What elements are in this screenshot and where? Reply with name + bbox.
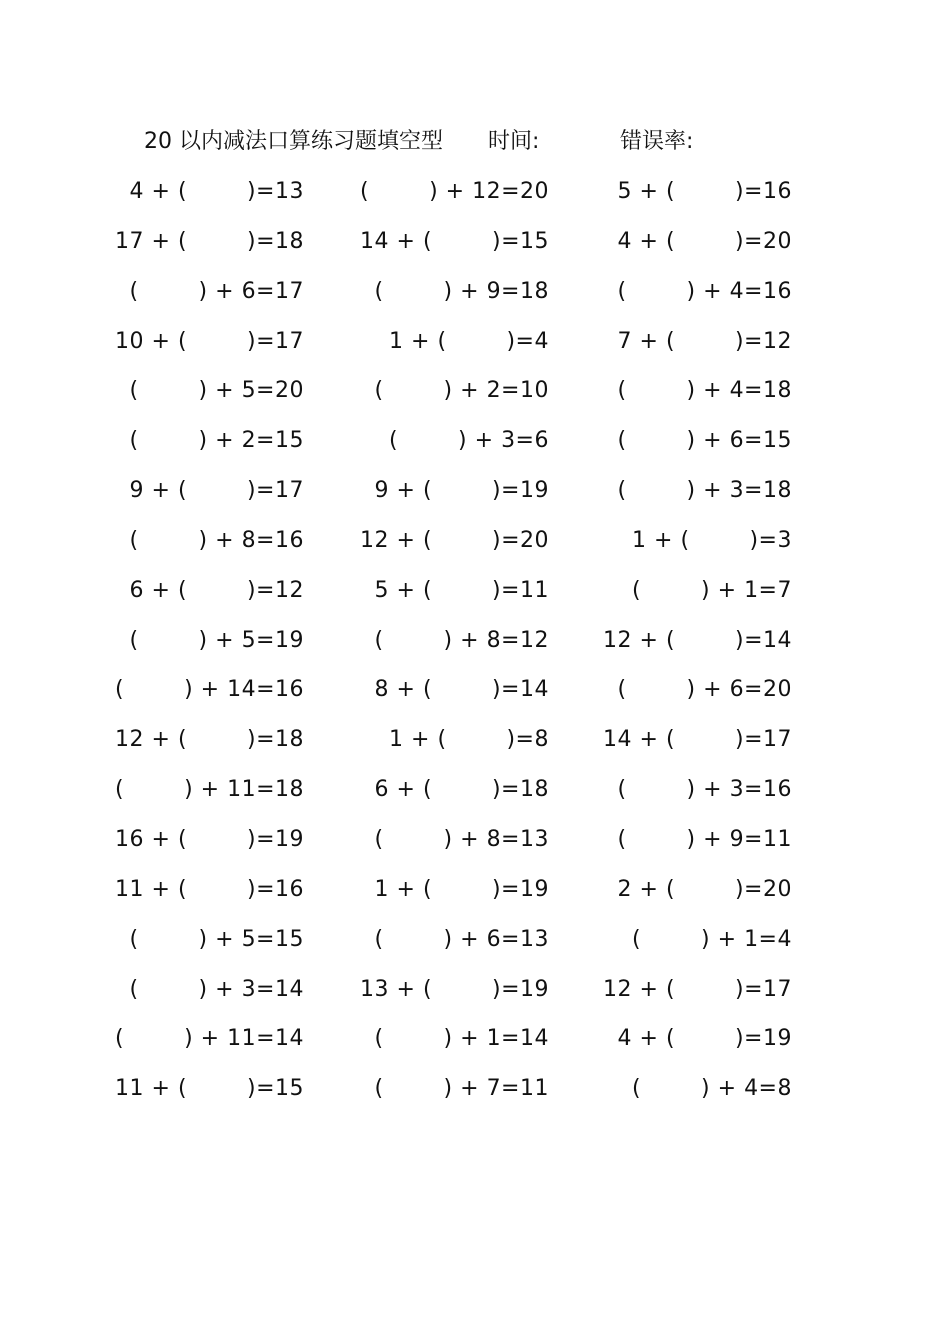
problem: ( ) + 1=7 [632,577,792,603]
problem: ( ) + 11=14 [115,1026,304,1052]
problem: 1 + ( )=3 [632,527,792,553]
problem: 1 + ( )=19 [374,876,549,902]
problem: ( ) + 3=18 [617,478,792,504]
problem: ( ) + 5=20 [129,378,304,404]
problem: 14 + ( )=15 [360,228,549,254]
problem-column-1 [104,172,304,1119]
problem: 6 + ( )=12 [129,577,304,603]
problem: ( ) + 5=19 [129,627,304,653]
problem: 14 + ( )=17 [603,727,792,753]
problem: 4 + ( )=19 [617,1026,792,1052]
problem: 10 + ( )=17 [115,328,304,354]
problem: 7 + ( )=12 [617,328,792,354]
problem: ( ) + 14=16 [115,677,304,703]
problem: 12 + ( )=14 [603,627,792,653]
problem: 1 + ( )=8 [389,727,549,753]
problem: ( ) + 6=17 [129,278,304,304]
problem: ( ) + 4=8 [632,1076,792,1102]
problem: ( ) + 6=20 [617,677,792,703]
problem: ( ) + 8=13 [374,826,549,852]
problem: ( ) + 6=15 [617,428,792,454]
problem: ( ) + 6=13 [374,926,549,952]
problem: 12 + ( )=17 [603,976,792,1002]
problem: 11 + ( )=16 [115,876,304,902]
problem: ( ) + 4=18 [617,378,792,404]
problem-column-2 [349,172,549,1119]
problem: ( ) + 11=18 [115,777,304,803]
problem: 4 + ( )=20 [617,228,792,254]
problem: ( ) + 2=15 [129,428,304,454]
problem: ( ) + 7=11 [374,1076,549,1102]
worksheet-header [144,124,844,160]
problem: 12 + ( )=18 [115,727,304,753]
problem: ( ) + 8=12 [374,627,549,653]
problem: 17 + ( )=18 [115,228,304,254]
problem: ( ) + 9=11 [617,826,792,852]
error-rate-label: 错误率: [620,129,694,154]
problem: 5 + ( )=16 [617,179,792,204]
problem: 12 + ( )=20 [360,527,549,553]
problem: 8 + ( )=14 [374,677,549,703]
worksheet-title: 20 以内减法口算练习题填空型 [144,129,443,154]
problem: ( ) + 3=16 [617,777,792,803]
problem: ( ) + 8=16 [129,527,304,553]
time-label: 时间: [488,129,540,154]
problem: 1 + ( )=4 [389,328,549,354]
problem: ( ) + 1=14 [374,1026,549,1052]
problem: ( ) + 12=20 [360,179,549,204]
problem: ( ) + 1=4 [632,926,792,952]
problem: ( ) + 3=14 [129,976,304,1002]
problem: 11 + ( )=15 [115,1076,304,1102]
problem: ( ) + 3=6 [389,428,549,454]
problem: 5 + ( )=11 [374,577,549,603]
problem: 9 + ( )=19 [374,478,549,504]
problem: ( ) + 2=10 [374,378,549,404]
problem-column-3 [592,172,792,1119]
problem: 4 + ( )=13 [129,179,304,204]
problem: ( ) + 4=16 [617,278,792,304]
problem: 16 + ( )=19 [115,826,304,852]
problem: 2 + ( )=20 [617,876,792,902]
problem: ( ) + 9=18 [374,278,549,304]
problem: ( ) + 5=15 [129,926,304,952]
problem: 13 + ( )=19 [360,976,549,1002]
problem: 6 + ( )=18 [374,777,549,803]
problem: 9 + ( )=17 [129,478,304,504]
